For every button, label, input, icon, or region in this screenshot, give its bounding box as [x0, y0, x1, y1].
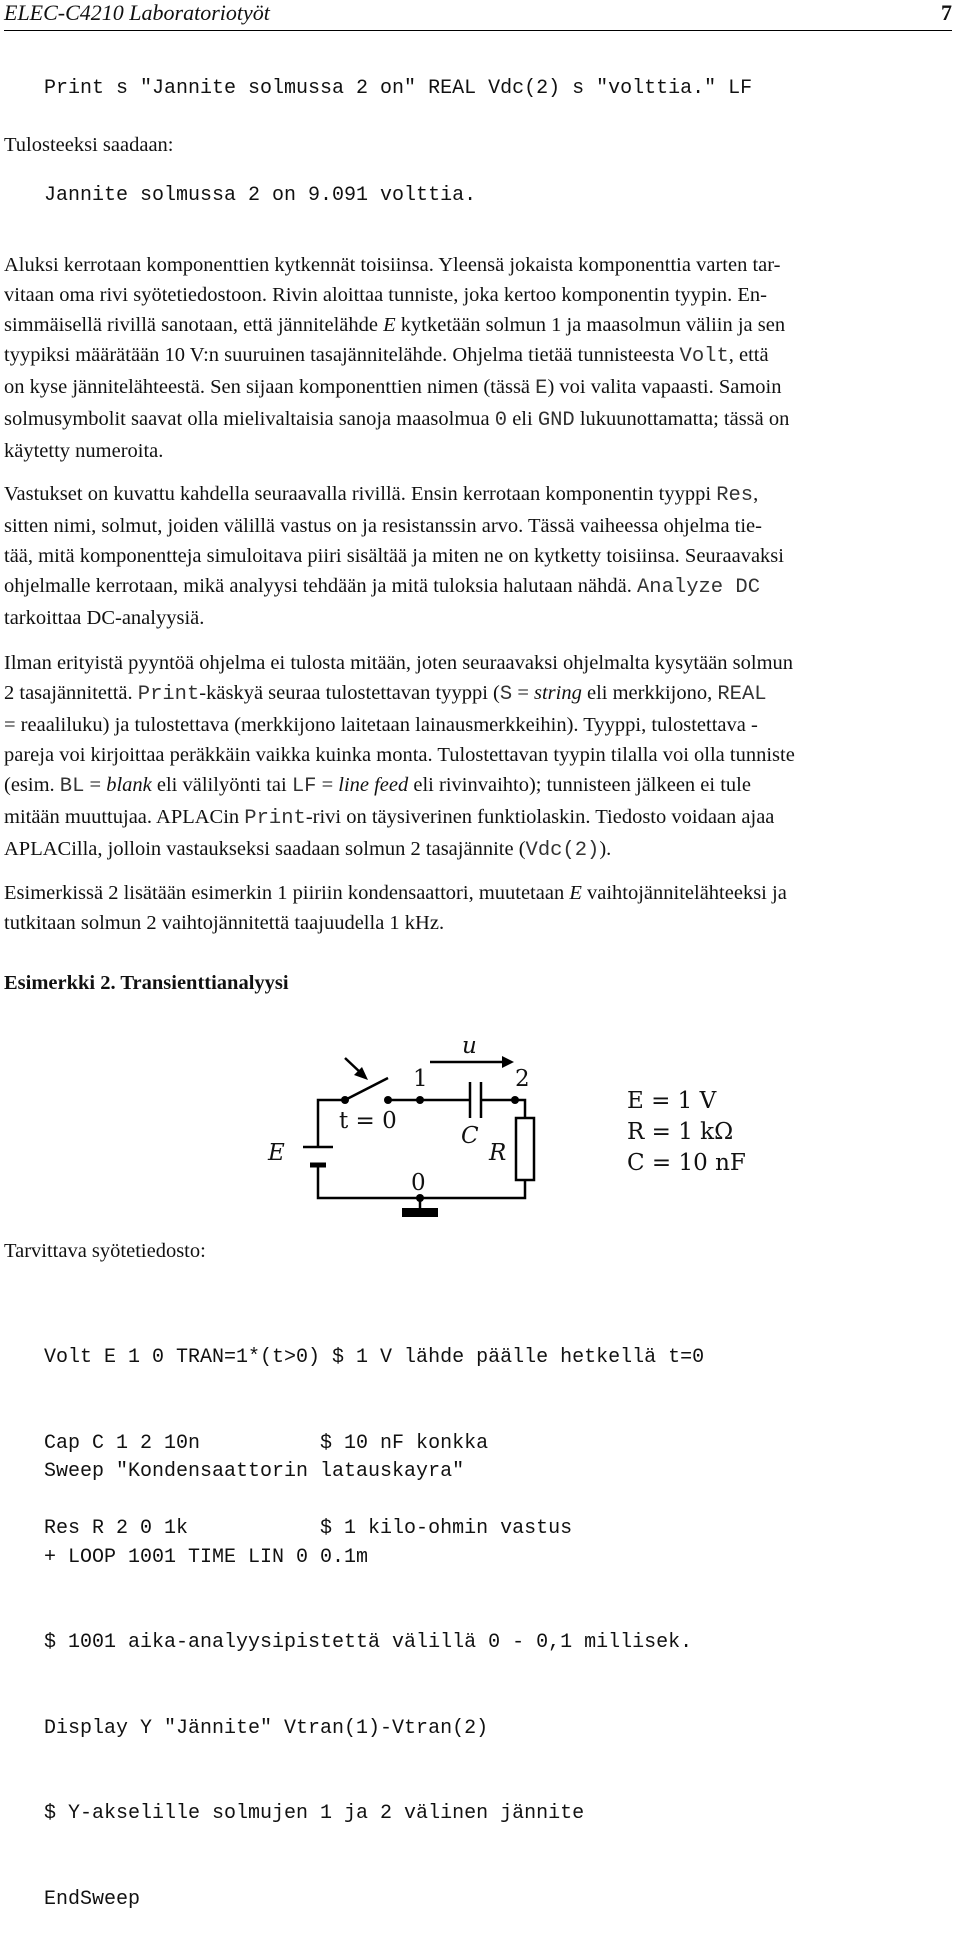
- node-1-dot: [416, 1096, 424, 1104]
- label-node-2: 2: [515, 1066, 530, 1092]
- paragraph-2: Vastukset on kuvattu kahdella seuraavalla rivillä. Ensin kerrotaan komponentin tyyppi Res, sitten nimi, solmut, joiden välillä vastus on ja resistanssin arvo. Tässä vaiheessa ohjelma tie- tää, mitä komponentteja simuloitava piiri sisältää ja miten ne on kytketty toisiinsa. Seuraavaksi ohjelmalle kerrotaan, mikä analyysi tehdään ja mitä tuloksia halutaan nähdä. Analyze DC tarkoittaa DC-analyysiä.: [4, 483, 784, 629]
- value-R: R = 1 kΩ: [627, 1119, 734, 1145]
- label-C: C: [461, 1123, 479, 1149]
- circuit-diagram: [0, 1020, 960, 1230]
- label-R: R: [489, 1140, 507, 1166]
- label-node-0: 0: [411, 1170, 426, 1196]
- value-C: C = 10 nF: [627, 1150, 746, 1176]
- label-t0: t = 0: [339, 1108, 397, 1134]
- node-2-dot: [511, 1096, 519, 1104]
- value-E: E = 1 V: [627, 1088, 717, 1114]
- code-output: Jannite solmussa 2 on 9.091 volttia.: [44, 184, 477, 207]
- ground-symbol: [402, 1208, 438, 1217]
- switch-blade: [345, 1078, 388, 1100]
- code-print-line: Print s "Jannite solmussa 2 on" REAL Vdc(2) s "volttia." LF: [44, 77, 753, 100]
- paragraph-1: Aluksi kerrotaan komponenttien kytkennät toisiinsa. Yleensä jokaista komponenttia varten tar- vitaan oma rivi syötetiedostoon. Rivin aloittaa tunniste, joka kertoo komponentin tyypin. En- simmäisellä rivillä sanotaan, että jännitelähde E kytketään solmun 1 ja maasolmun väliin ja sen tyypiksi määrätään 10 V:n suuruinen tasajännitelähde. Ohjelma tietää tunnisteesta Volt, että on kyse jännitelähteestä. Sen sijaan komponenttien nimen (tässä E) voi valita vapaasti. Samoin solmusymbolit saavat olla mielivaltaisia sanoja maasolmua 0 eli GND lukuunottamatta; tässä on käytetty numeroita.: [4, 254, 790, 462]
- code-netlist: Volt E 1 0 TRAN=1*(t>0) $ 1 V lähde päälle hetkellä t=0 Cap C 1 2 10n $ 10 nF konkka Res R 2 0 1k $ 1 kilo-ohmin vastus: [44, 1346, 705, 1540]
- example-heading: Esimerkki 2. Transienttianalyysi: [4, 972, 289, 994]
- label-node-1: 1: [413, 1066, 428, 1092]
- code-sweep: Sweep "Kondensaattorin latauskayra" + LOOP 1001 TIME LIN 0 0.1m $ 1001 aika-analyysipistettä välillä 0 - 0,1 millisek. Display Y "Jännite" Vtran(1)-Vtran(2) $ Y-akselille solmujen 1 ja 2 välinen jännite EndSweep: [44, 1460, 693, 1911]
- paragraph-3: Ilman erityistä pyyntöä ohjelma ei tulosta mitään, joten seuraavaksi ohjelmalta kysytään solmun 2 tasajännitettä. Print-käskyä seuraa tulostettavan tyyppi (S = string eli merkkijono, REAL = reaaliluku) ja tulostettava (merkkijono laitetaan lainausmerkkeihin). Tyyppi, tulostettava - pareja voi kirjoittaa peräkkäin vaikka kuinka monta. Tulostettavan tyypin tilalla voi olla tunniste (esim. BL = blank eli välilyönti tai LF = line feed eli rivinvaihto); tunnisteen jälkeen ei tule mitään muuttujaa. APLACin Print-rivi on täysiverinen funktiolaskin. Tiedosto voidaan ajaa APLACilla, jolloin vastaukseksi saadaan solmun 2 tasajännite (Vdc(2)).: [4, 652, 795, 862]
- input-label: Tarvittava syötetiedosto:: [4, 1240, 206, 1262]
- output-label: Tulosteeksi saadaan:: [4, 134, 174, 156]
- paragraph-4: Esimerkissä 2 lisätään esimerkin 1 piiriin kondensaattori, muutetaan E vaihtojännitelähteeksi ja tutkitaan solmun 2 vaihtojännitettä taajuudella 1 kHz.: [4, 882, 787, 934]
- label-E: E: [268, 1140, 285, 1166]
- label-u: u: [462, 1033, 477, 1059]
- switch-contact: [384, 1096, 392, 1104]
- resistor-body: [516, 1118, 534, 1180]
- voltage-arrow-head: [502, 1056, 514, 1068]
- page-header: [4, 0, 952, 31]
- wire-top-2: [481, 1100, 525, 1118]
- course-title: ELEC-C4210 Laboratoriotyöt: [4, 0, 270, 25]
- switch-pivot: [341, 1096, 349, 1104]
- page-number: 7: [941, 0, 952, 25]
